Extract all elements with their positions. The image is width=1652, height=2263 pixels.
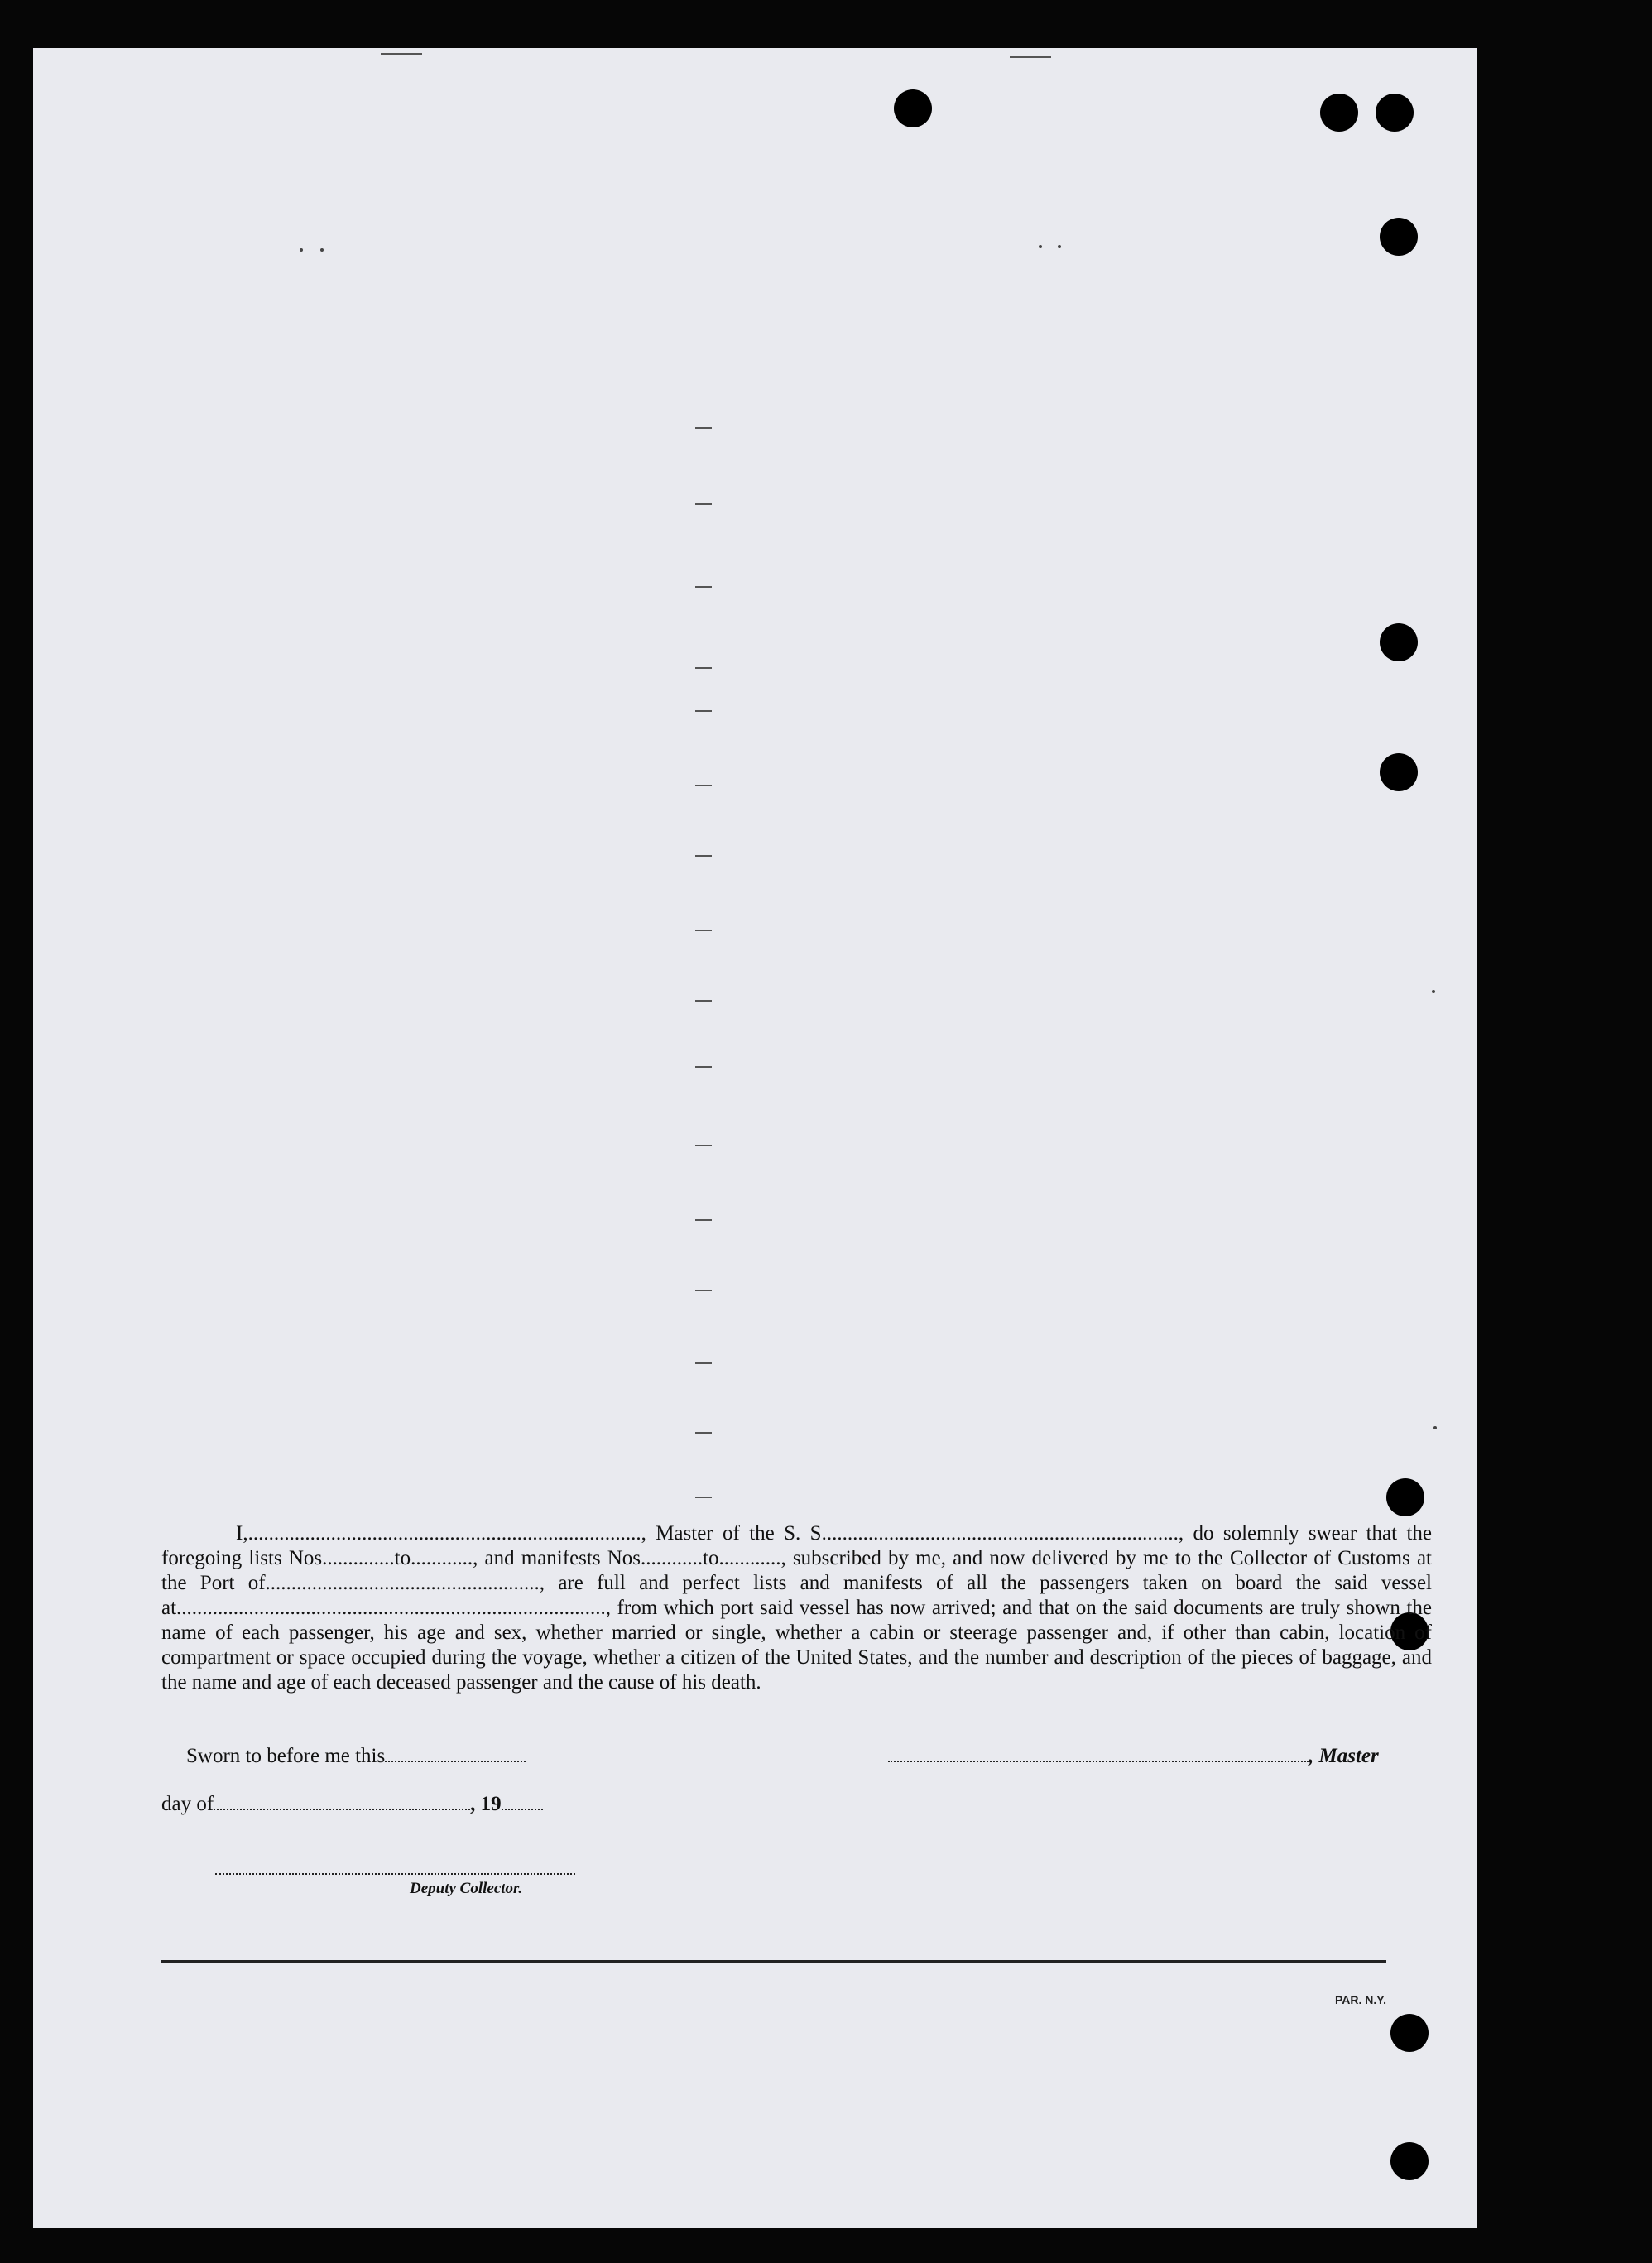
punch-hole (1390, 2014, 1429, 2052)
punch-hole (1380, 753, 1418, 791)
master-signature-field[interactable] (888, 1746, 1309, 1762)
column-tick (695, 1362, 712, 1364)
punch-hole (1320, 94, 1358, 132)
column-tick (695, 785, 712, 786)
master-label: , Master (1309, 1745, 1379, 1767)
day-label: day of (161, 1793, 214, 1815)
year-prefix: , 19 (470, 1793, 502, 1815)
column-tick (695, 586, 712, 588)
column-tick (695, 930, 712, 931)
year-field[interactable] (502, 1794, 543, 1810)
column-tick (695, 1497, 712, 1498)
column-tick (695, 710, 712, 712)
column-tick (695, 1000, 712, 1002)
day-field[interactable] (214, 1794, 470, 1810)
column-tick (695, 1432, 712, 1434)
punch-hole (1380, 218, 1418, 256)
speck (1432, 990, 1435, 993)
speck (320, 248, 324, 252)
punch-hole (1390, 2142, 1429, 2180)
column-tick (695, 1066, 712, 1068)
punch-hole (1376, 94, 1414, 132)
deputy-signature-line[interactable] (215, 1873, 575, 1875)
speck (1039, 245, 1042, 248)
master-oath-paragraph (161, 1521, 1432, 1695)
manifest-page (33, 48, 1477, 2228)
printer-mark: PAR. N.Y. (1335, 1993, 1386, 2006)
speck (300, 248, 303, 252)
column-tick (695, 855, 712, 857)
day-row (161, 1793, 543, 1816)
oath-text: I,............................................................................, Master of the S. S....................................................................., do solemnly swear that the foregoing lists Nos..............to............, and manifests Nos............to............, subscribed by me, and now delivered by me to the Collector of Customs at the Port of....................................................., are full and perfect lists and manifests of all the passengers taken on board the said vessel at..................................................................................., from which port said vessel has now arrived; and that on the said documents are truly shown the name of each passenger, his age and sex, whether married or single, whether a cabin or steerage passenger and, if other than cabin, location of compartment or space occupied during the voyage, whether a citizen of the United States, and the number and description of the pieces of baggage, and the name and age of each deceased passenger and the cause of his death. (161, 1522, 1432, 1694)
speck (1433, 1426, 1437, 1429)
master-signature-row (888, 1745, 1379, 1768)
column-tick (695, 667, 712, 669)
column-tick (695, 427, 712, 429)
column-tick (695, 503, 712, 505)
column-tick (695, 1145, 712, 1146)
sworn-date-field[interactable] (385, 1746, 526, 1762)
punch-hole (894, 89, 932, 127)
column-tick (695, 1290, 712, 1291)
bottom-rule (161, 1960, 1386, 1963)
speck (1058, 245, 1061, 248)
sworn-label: Sworn to before me this (186, 1745, 386, 1767)
sworn-row (186, 1745, 526, 1768)
column-tick (695, 1219, 712, 1221)
column-tick (1010, 56, 1051, 58)
punch-hole (1380, 623, 1418, 661)
punch-hole (1386, 1478, 1424, 1516)
column-tick (381, 53, 422, 55)
deputy-collector-label: Deputy Collector. (410, 1880, 523, 1897)
